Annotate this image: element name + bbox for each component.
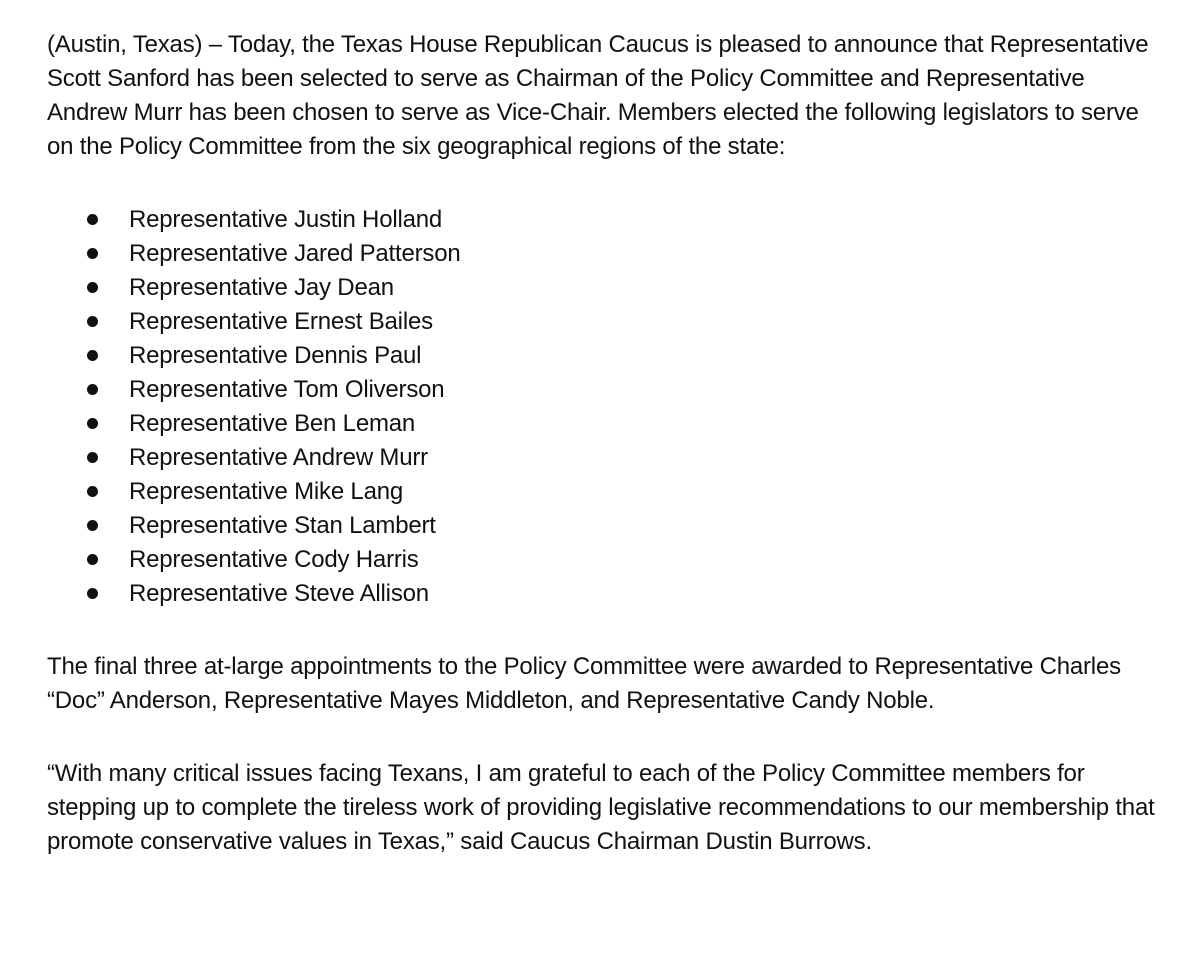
list-item <box>47 543 1157 577</box>
representative-name: Representative Jared Patterson <box>129 240 461 267</box>
bullet-icon <box>87 554 98 565</box>
bullet-icon <box>87 214 98 225</box>
bullet-icon <box>87 316 98 327</box>
bullet-icon <box>87 282 98 293</box>
list-item <box>47 271 1157 305</box>
representative-name: Representative Andrew Murr <box>129 444 428 471</box>
bullet-icon <box>87 452 98 463</box>
representative-name: Representative Ben Leman <box>129 410 416 437</box>
list-item <box>47 305 1157 339</box>
quote-paragraph: “With many critical issues facing Texans, I am grateful to each of the Policy Committee members for stepping up to complete the tireless work of providing legislative recommendations to our membership that promote conservative values in Texas,” said Caucus Chairman Dustin Burrows. <box>47 760 1155 855</box>
representative-name: Representative Mike Lang <box>129 478 404 505</box>
intro-paragraph: (Austin, Texas) – Today, the Texas House Republican Caucus is pleased to announce that Representative Scott Sanford has been selected to serve as Chairman of the Policy Committee and Representative Andrew Murr has been chosen to serve as Vice-Chair. Members elected the following legislators to serve on the Policy Committee from the six geographical regions of the state: <box>47 31 1149 160</box>
representative-name: Representative Justin Holland <box>129 206 443 233</box>
representative-name: Representative Ernest Bailes <box>129 308 433 335</box>
representative-name: Representative Cody Harris <box>129 546 419 573</box>
representative-name: Representative Steve Allison <box>129 580 429 607</box>
bullet-icon <box>87 588 98 599</box>
bullet-icon <box>87 486 98 497</box>
representative-name: Representative Jay Dean <box>129 274 394 301</box>
list-item <box>47 339 1157 373</box>
bullet-icon <box>87 248 98 259</box>
press-release-body <box>47 28 1157 859</box>
list-item <box>47 373 1157 407</box>
representatives-list <box>47 203 1157 611</box>
list-item <box>47 203 1157 237</box>
representative-name: Representative Dennis Paul <box>129 342 422 369</box>
list-item <box>47 577 1157 611</box>
representative-name: Representative Tom Oliverson <box>129 376 445 403</box>
representative-name: Representative Stan Lambert <box>129 512 436 539</box>
at-large-paragraph: The final three at-large appointments to the Policy Committee were awarded to Representative Charles “Doc” Anderson, Representative Mayes Middleton, and Representative Candy Noble. <box>47 653 1121 714</box>
list-item <box>47 475 1157 509</box>
bullet-icon <box>87 384 98 395</box>
list-item <box>47 407 1157 441</box>
list-item <box>47 509 1157 543</box>
bullet-icon <box>87 520 98 531</box>
bullet-icon <box>87 418 98 429</box>
list-item <box>47 237 1157 271</box>
list-item <box>47 441 1157 475</box>
bullet-icon <box>87 350 98 361</box>
